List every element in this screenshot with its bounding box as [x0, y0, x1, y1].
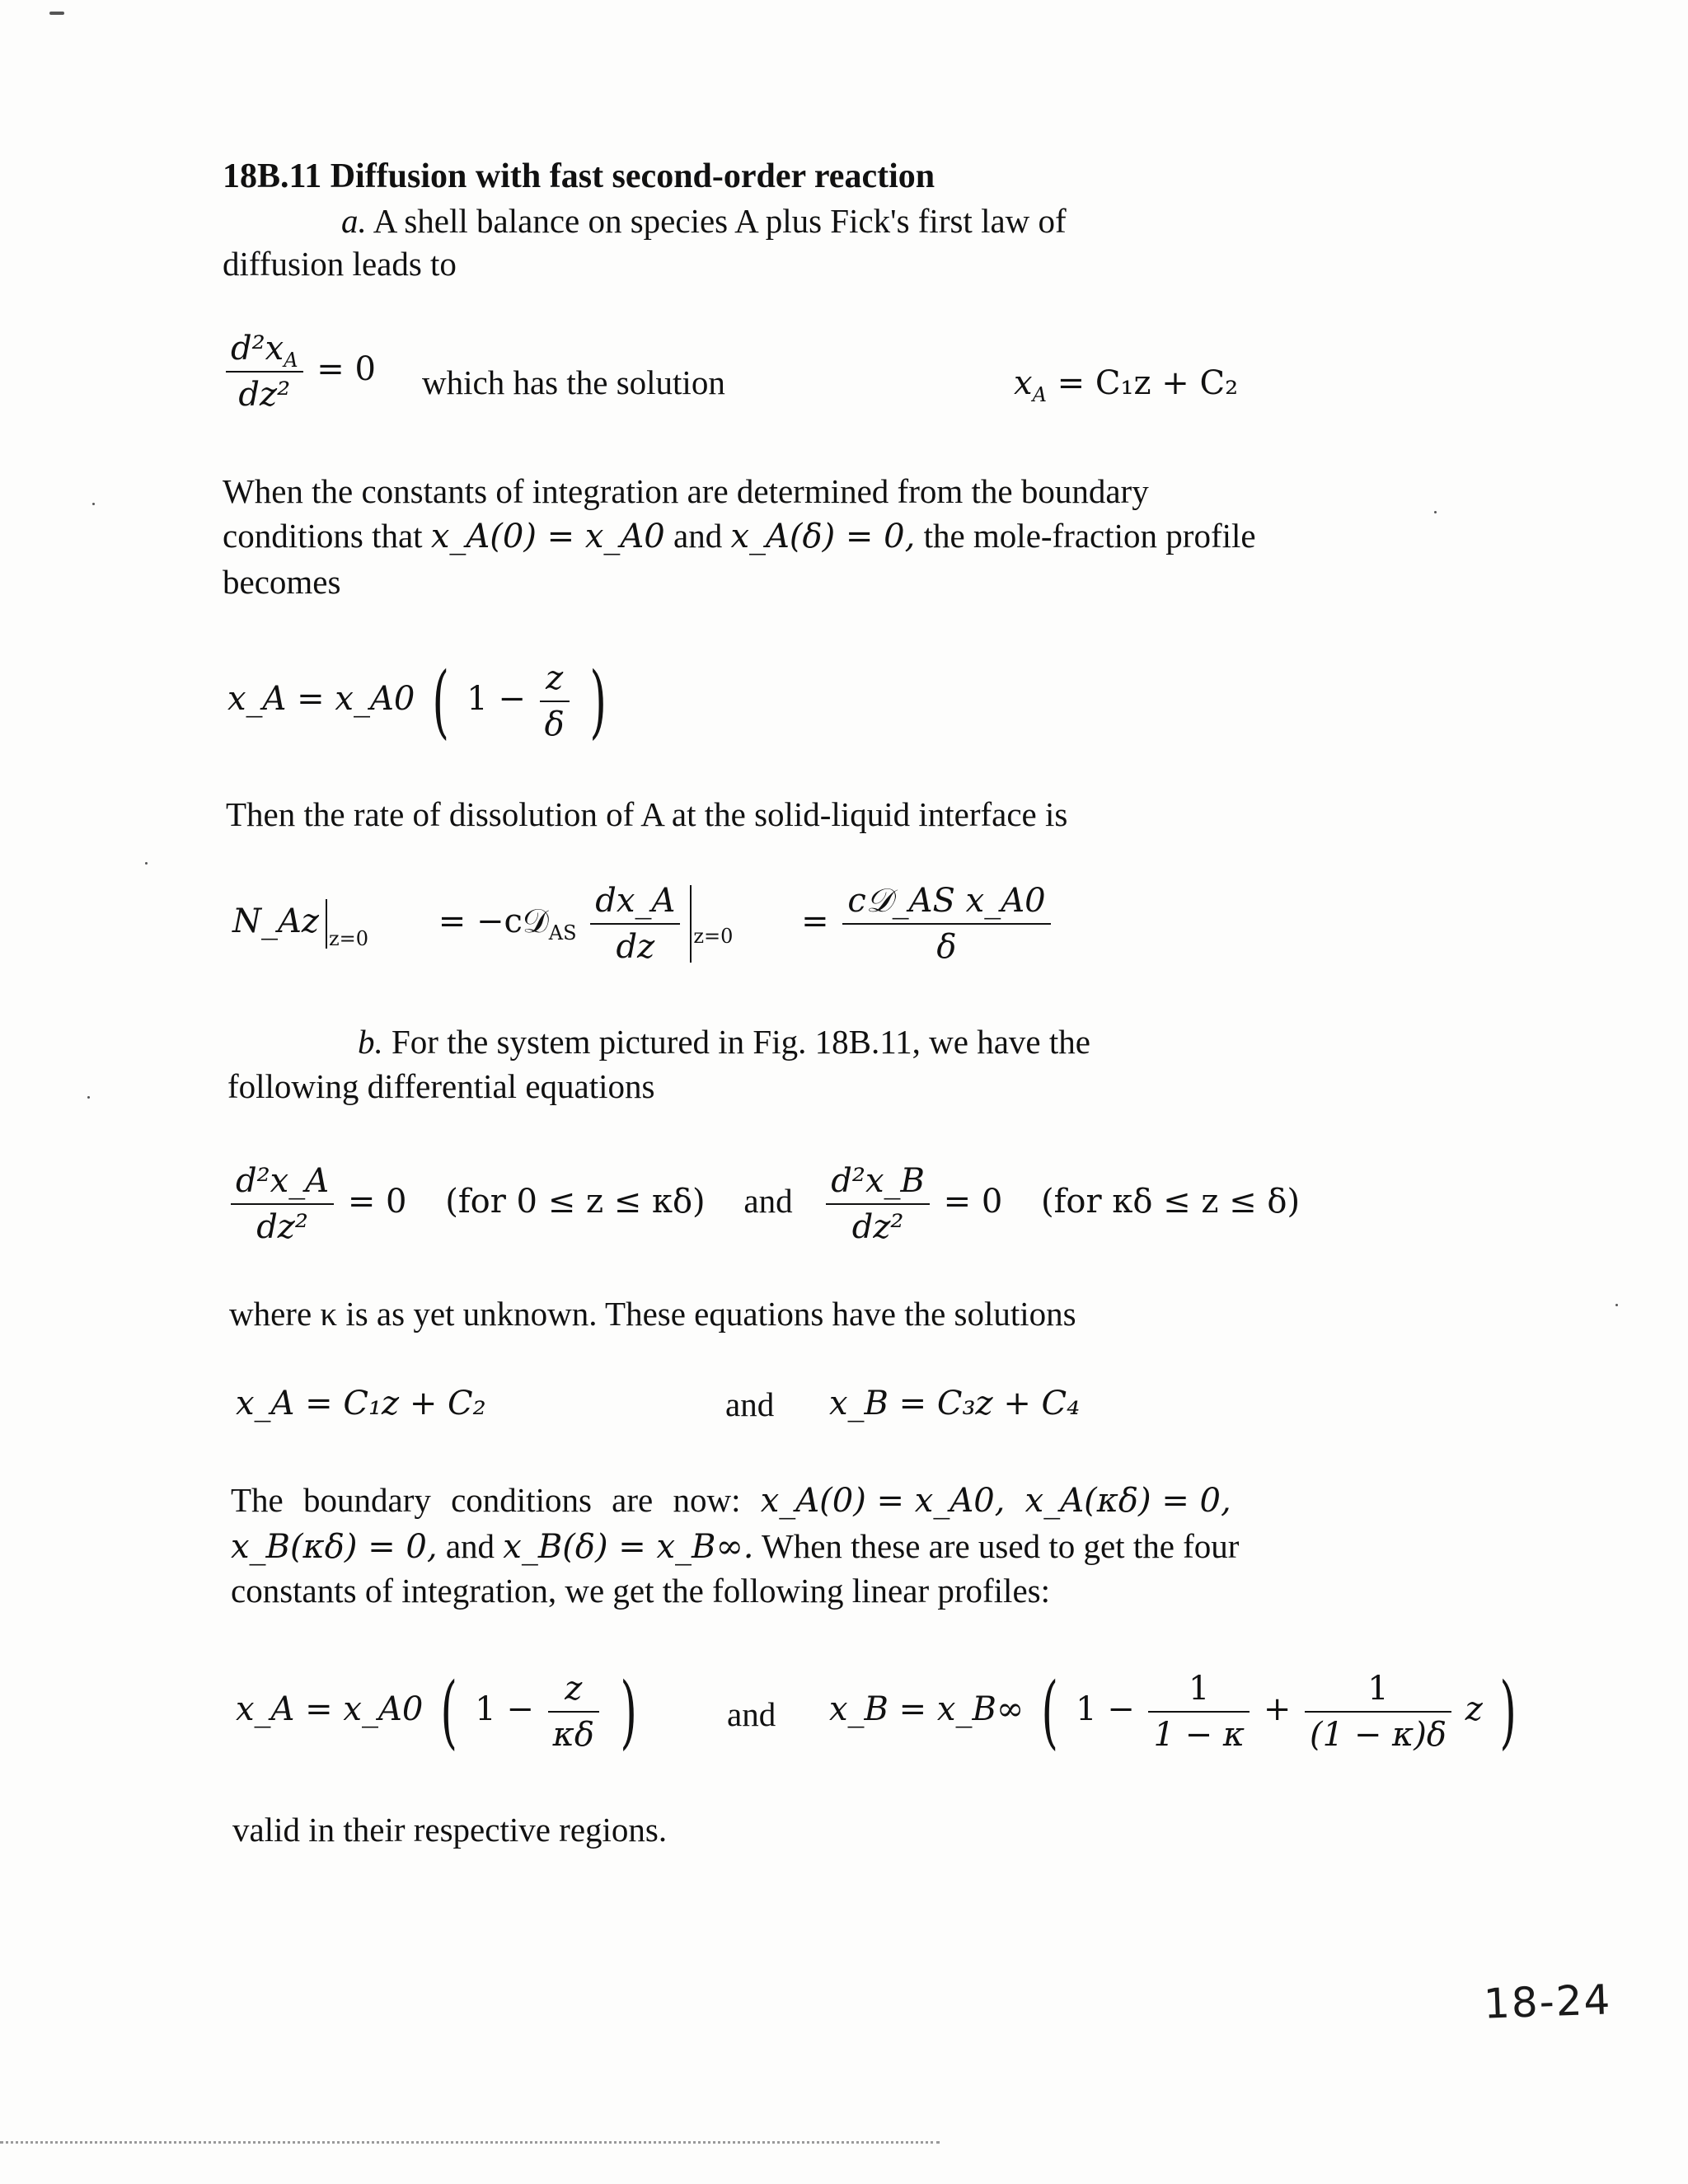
eval-bar-2 — [690, 885, 733, 963]
eq6-den2: (1 − κ)δ — [1310, 1716, 1447, 1754]
eq3-num: dx_A — [590, 882, 680, 925]
eq6-tail: z — [1465, 1690, 1483, 1728]
eq3-eval: z=0 — [693, 925, 734, 948]
eq6-lhsA: x_A = x_A0 — [236, 1690, 424, 1728]
eq1-num: d²x — [231, 330, 284, 368]
eq4-and: and — [743, 1182, 793, 1220]
page-number: 18-24 — [1483, 1975, 1613, 2028]
para-rate: Then the rate of dissolution of A at the solid-liquid interface is — [226, 795, 1068, 833]
left-paren: ( — [432, 655, 450, 748]
equation-4 — [227, 1162, 1300, 1246]
eq1-num-sub: A — [284, 349, 298, 372]
eq6-lhsB: x_B = x_B∞ — [829, 1690, 1025, 1728]
eq2-num: z — [540, 659, 570, 702]
eq4-denB: dz² — [851, 1208, 904, 1246]
scan-speck — [145, 862, 148, 865]
fraction-z-kd — [548, 1670, 599, 1754]
eq4-numA: d²x_A — [231, 1162, 334, 1205]
para-kappa: where κ is as yet unknown. These equations have the solutions — [229, 1295, 1076, 1333]
bc2-xbkd: x_B(κδ) = 0, — [231, 1528, 438, 1566]
fraction-rate — [842, 882, 1050, 966]
eq2-den: δ — [544, 705, 565, 743]
eq6-num1: 1 — [1148, 1670, 1250, 1713]
eq4-rangeB: (for κδ ≤ z ≤ δ) — [1041, 1183, 1301, 1221]
fraction-1-1k — [1148, 1670, 1250, 1754]
right-paren: ) — [589, 655, 607, 748]
bc2-xakd: x_A(κδ) = 0, — [1025, 1482, 1231, 1520]
para-bc2-line3: constants of integration, we get the following linear profiles: — [231, 1572, 1050, 1610]
right-paren: ) — [620, 1666, 637, 1758]
eq3-eq: = — [801, 902, 829, 940]
fraction-d2xb — [826, 1162, 930, 1246]
eq1-solution-rhs: = C₁z + C₂ — [1057, 364, 1239, 402]
para-bc-line3: becomes — [223, 563, 341, 601]
eq3-mid-sub: AS — [548, 921, 577, 944]
part-b-label: b. — [358, 1023, 383, 1061]
eq6-denA: κδ — [552, 1716, 594, 1754]
eq5-and: and — [725, 1385, 775, 1423]
eq5-left: x_A = C₁z + C₂ — [236, 1385, 486, 1422]
eq1-solution-var: x — [1014, 364, 1033, 402]
eq6-den1: 1 − κ — [1153, 1716, 1245, 1754]
para-bc-line2-b: the mole-fraction profile — [923, 517, 1256, 555]
eq4-denA: dz² — [256, 1208, 308, 1246]
scan-speck — [87, 1096, 90, 1099]
eval-bar-1 — [326, 899, 368, 949]
scan-speck — [92, 503, 95, 505]
para-bc2-line2 — [231, 1523, 1239, 1571]
equation-6b — [829, 1666, 1524, 1758]
right-paren: ) — [1499, 1666, 1517, 1758]
eq6-innerB: 1 − — [1076, 1690, 1135, 1728]
para-bc2-line2-b: When these are used to get the four — [762, 1527, 1240, 1565]
eq2-lhs: x_A = x_A0 — [227, 680, 415, 718]
left-paren: ( — [440, 1666, 458, 1758]
para-bc2-and: and — [445, 1527, 495, 1565]
para-bc-line1: When the constants of integration are determined from the boundary — [223, 472, 1149, 510]
bc-xadelta: x_A(δ) = 0, — [730, 518, 916, 555]
para-a-line2: diffusion leads to — [223, 245, 457, 283]
eq3-den2: δ — [936, 928, 957, 966]
equation-6a — [236, 1666, 644, 1758]
eq3-lhs: N_Az — [232, 902, 319, 940]
fraction-z-delta — [540, 659, 570, 743]
para-bc-line2-a: conditions that — [223, 517, 423, 555]
para-b-line1-text: For the system pictured in Fig. 18B.11, we have the — [392, 1023, 1090, 1061]
para-a-line1 — [341, 198, 1067, 245]
eq4-rhsA: = 0 — [347, 1183, 407, 1221]
equation-3 — [232, 882, 1054, 966]
eq3-den: dz — [616, 928, 655, 966]
eq1-den: dz² — [238, 376, 291, 414]
para-bc2-line1 — [231, 1477, 1231, 1525]
para-b-line2: following differential equations — [227, 1067, 655, 1105]
para-bc-line2 — [223, 513, 1256, 560]
eq4-rhsB: = 0 — [943, 1183, 1003, 1221]
eq2-inner: 1 − — [467, 680, 526, 718]
para-b-line1 — [358, 1019, 1090, 1066]
scan-mark — [49, 12, 64, 15]
eq1-solution-sub: A — [1032, 383, 1047, 406]
eq6-innerA: 1 − — [475, 1690, 534, 1728]
scan-edge-dots — [0, 2141, 940, 2144]
eq4-numB: d²x_B — [826, 1162, 930, 1205]
equation-1-lhs — [223, 330, 376, 414]
bc-xa0: x_A(0) = x_A0 — [430, 518, 665, 555]
eq1-middle-text: which has the solution — [422, 363, 725, 401]
eq4-rangeA: (for 0 ≤ z ≤ κδ) — [445, 1183, 706, 1221]
bc2-xbd: x_B(δ) = x_B∞. — [503, 1528, 754, 1566]
left-paren: ( — [1041, 1666, 1058, 1758]
section-title: 18B.11 Diffusion with fast second-order reaction — [223, 157, 935, 195]
equation-2 — [227, 655, 614, 748]
eq1-solution — [1014, 364, 1239, 406]
bc2-xa0: x_A(0) = x_A0, — [760, 1482, 1006, 1520]
fraction-dxa-dz — [590, 882, 680, 966]
para-bc-and: and — [673, 517, 723, 555]
eq1-rhs: = 0 — [316, 350, 376, 388]
eq6-plus: + — [1263, 1690, 1292, 1728]
para-valid: valid in their respective regions. — [232, 1811, 668, 1849]
fraction-1-1kd — [1305, 1670, 1451, 1754]
para-bc2-line1-a: The boundary conditions are now: — [231, 1481, 741, 1519]
scan-speck — [1615, 1304, 1618, 1306]
part-a-label: a. — [341, 202, 367, 240]
eq6-and: and — [727, 1695, 776, 1733]
eq3-mid: = −c𝒟 — [438, 902, 549, 940]
eq6-num2: 1 — [1305, 1670, 1451, 1713]
eq3-lhs-eval: z=0 — [328, 927, 368, 950]
para-a-line1-text: A shell balance on species A plus Fick's first law of — [373, 202, 1067, 240]
eq3-num2: c𝒟_AS x_A0 — [842, 882, 1050, 925]
eq5-right: x_B = C₃z + C₄ — [829, 1385, 1081, 1422]
fraction-d2xa — [231, 1162, 334, 1246]
fraction-d2xa-dz2 — [226, 330, 303, 414]
eq6-numA: z — [548, 1670, 599, 1713]
scan-speck — [1434, 511, 1437, 513]
